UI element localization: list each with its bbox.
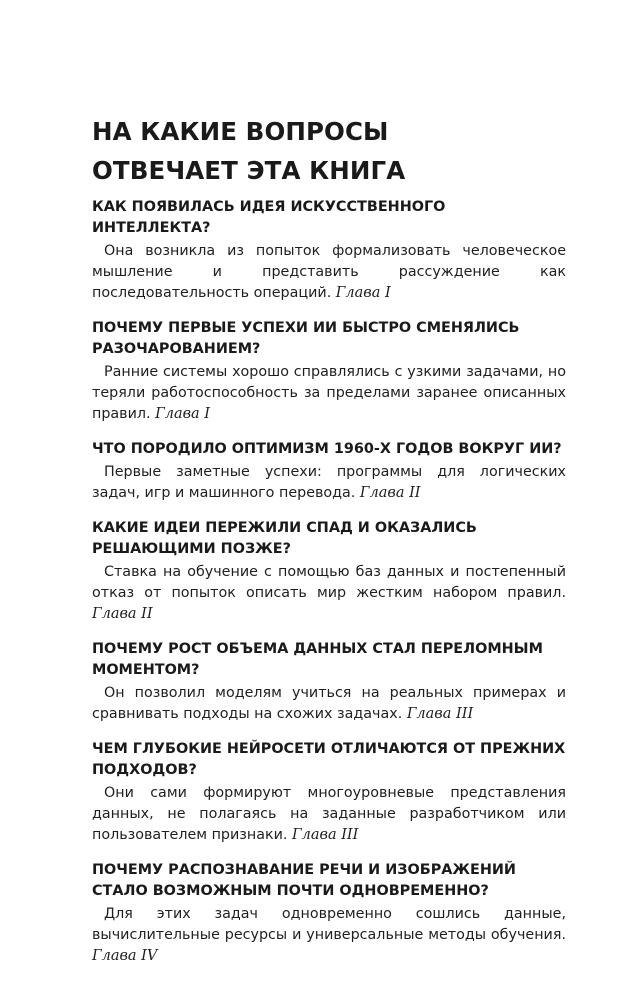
question-heading: КАК ПОЯВИЛАСЬ ИДЕЯ ИСКУССТВЕННОГО ИНТЕЛЛЕКТА?: [92, 199, 446, 236]
qa-item: [92, 318, 566, 425]
answer-text: [92, 904, 566, 967]
question-heading: КАКИЕ ИДЕИ ПЕРЕЖИЛИ СПАД И ОКАЗАЛИСЬ РЕШАЮЩИМИ ПОЗЖЕ?: [92, 520, 477, 557]
answer-body: Ранние системы хорошо справлялись с узкими задачами, но теряли работоспособность за пределами заранее описанных правил.: [92, 364, 566, 422]
page-title-line-2: ОТВЕЧАЕТ ЭТА КНИГА: [92, 156, 406, 185]
page-title: [92, 112, 566, 190]
page-title-line-1: НА КАКИЕ ВОПРОСЫ: [92, 117, 389, 146]
answer-text: [92, 241, 566, 304]
question-heading: ЧЕМ ГЛУБОКИЕ НЕЙРОСЕТИ ОТЛИЧАЮТСЯ ОТ ПРЕЖНИХ ПОДХОДОВ?: [92, 741, 566, 778]
qa-item: [92, 518, 566, 625]
question-heading: ЧТО ПОРОДИЛО ОПТИМИЗМ 1960-Х ГОДОВ ВОКРУГ ИИ?: [92, 441, 562, 457]
qa-item: [92, 739, 566, 846]
chapter-reference: Глава III: [292, 827, 359, 843]
question-heading: ПОЧЕМУ РАСПОЗНАВАНИЕ РЕЧИ И ИЗОБРАЖЕНИЙ СТАЛО ВОЗМОЖНЫМ ПОЧТИ ОДНОВРЕМЕННО?: [92, 862, 516, 899]
answer-text: [92, 462, 566, 504]
answer-text: [92, 362, 566, 425]
answer-body: Она возникла из попыток формализовать человеческое мышление и представить рассуждение как последовательность операций.: [92, 243, 566, 301]
qa-item: [92, 860, 566, 967]
chapter-reference: Глава III: [406, 706, 474, 722]
answer-body: Они сами формируют многоуровневые представления данных, не полагаясь на заданные разработчиком или пользователем признаки.: [92, 785, 566, 843]
answer-body: Первые заметные успехи: программы для логических задач, игр и машинного перевода.: [92, 464, 566, 501]
book-page: [92, 112, 566, 981]
question-heading: ПОЧЕМУ РОСТ ОБЪЕМА ДАННЫХ СТАЛ ПЕРЕЛОМНЫМ МОМЕНТОМ?: [92, 641, 543, 678]
qa-item: [92, 639, 566, 725]
answer-text: [92, 562, 566, 625]
answer-text: [92, 783, 566, 846]
answer-body: Он позволил моделям учиться на реальных примерах и сравнивать подходы на схожих задачах.: [92, 685, 566, 722]
chapter-reference: Глава I: [155, 406, 211, 422]
chapter-reference: Глава I: [335, 285, 391, 301]
chapter-reference: Глава II: [92, 606, 153, 622]
answer-text: [92, 683, 566, 725]
qa-item: [92, 197, 566, 304]
answer-body: Ставка на обучение с помощью баз данных и постепенный отказ от попыток описать мир жестким набором правил.: [92, 564, 566, 601]
chapter-reference: Глава II: [359, 485, 421, 501]
answer-body: Для этих задач одновременно сошлись данные, вычислительные ресурсы и универсальные методы обучения.: [92, 906, 566, 943]
chapter-reference: Глава IV: [92, 948, 158, 964]
qa-item: [92, 439, 566, 504]
question-heading: ПОЧЕМУ ПЕРВЫЕ УСПЕХИ ИИ БЫСТРО СМЕНЯЛИСЬ РАЗОЧАРОВАНИЕМ?: [92, 320, 520, 357]
